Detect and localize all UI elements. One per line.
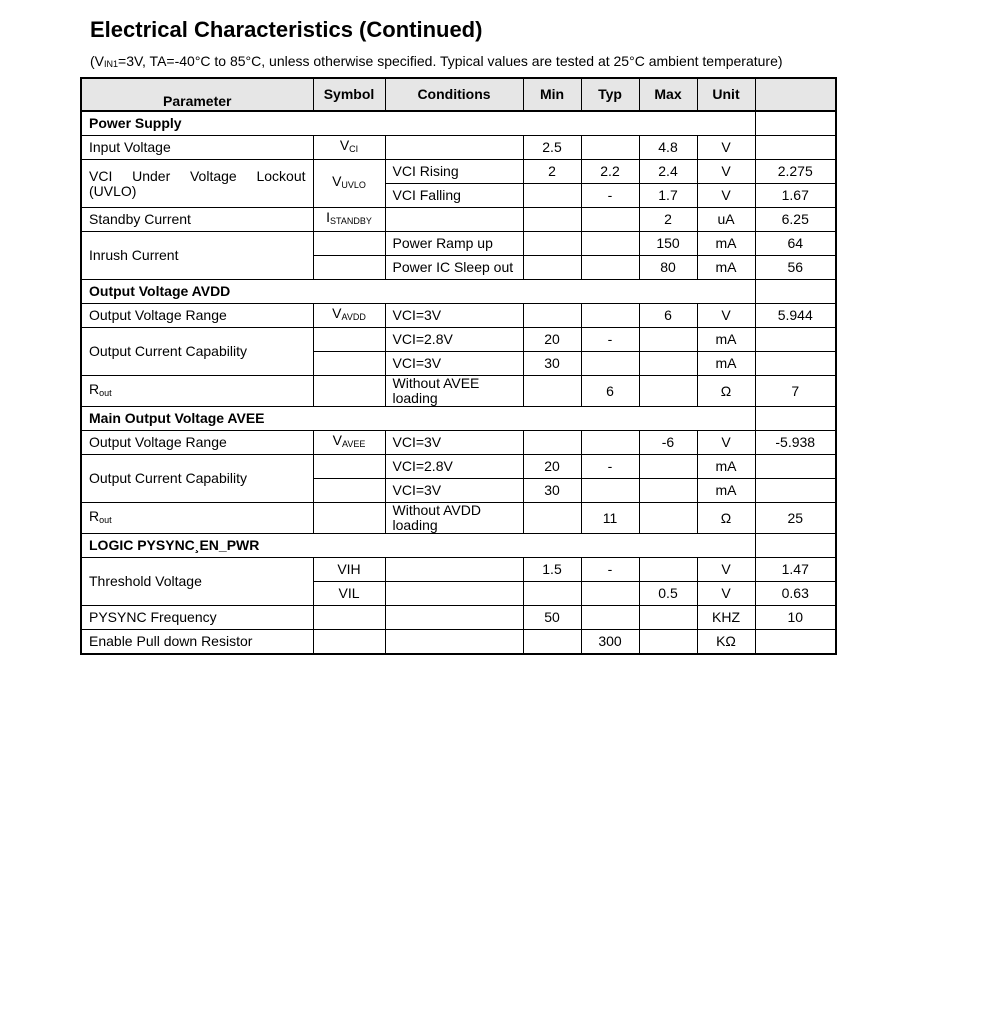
measured-cell: 5.944 [755, 304, 836, 328]
symbol-cell [313, 630, 385, 655]
section-row [81, 280, 836, 304]
typ-cell [581, 582, 639, 606]
typ-cell: - [581, 184, 639, 208]
conditions-cell [385, 630, 523, 655]
conditions-cell [385, 582, 523, 606]
param-cell: Inrush Current [81, 232, 313, 280]
measured-cell: 56 [755, 256, 836, 280]
conditions-cell: Power IC Sleep out [385, 256, 523, 280]
param-cell: Output Current Capability [81, 455, 313, 503]
max-cell: 6 [639, 304, 697, 328]
min-cell [523, 256, 581, 280]
min-cell [523, 582, 581, 606]
measured-cell [755, 280, 836, 304]
max-cell [639, 352, 697, 376]
unit-cell: Ω [697, 376, 755, 407]
max-cell [639, 328, 697, 352]
table-row [81, 136, 836, 160]
measured-cell [755, 630, 836, 655]
symbol-cell: $V_{AVEE}$ [313, 431, 385, 455]
min-cell: 20 [523, 328, 581, 352]
section-row [81, 111, 836, 136]
typ-cell [581, 352, 639, 376]
max-cell [639, 503, 697, 534]
param-cell: Threshold Voltage [81, 558, 313, 606]
min-cell [523, 304, 581, 328]
table-row [81, 455, 836, 479]
unit-cell: mA [697, 256, 755, 280]
unit-cell: mA [697, 328, 755, 352]
header-typ: Typ [581, 78, 639, 111]
page-title: Electrical Characteristics (Continued) [90, 17, 483, 42]
symbol-cell: VIH [313, 558, 385, 582]
min-cell [523, 208, 581, 232]
typ-cell [581, 431, 639, 455]
unit-cell: KΩ [697, 630, 755, 655]
symbol-cell [313, 455, 385, 479]
min-cell: 1.5 [523, 558, 581, 582]
table-row [81, 606, 836, 630]
typ-cell [581, 256, 639, 280]
symbol-cell [313, 606, 385, 630]
header-measured [755, 78, 836, 111]
conditions-cell: VCI=3V [385, 431, 523, 455]
note-prefix: (V [90, 53, 104, 69]
max-cell [639, 630, 697, 655]
section-logic: LOGIC PYSYNC¸EN_PWR [81, 534, 755, 558]
header-max: Max [639, 78, 697, 111]
max-cell: 150 [639, 232, 697, 256]
symbol-cell: $V_{CI}$ [313, 136, 385, 160]
min-cell [523, 431, 581, 455]
table-row [81, 160, 836, 184]
conditions-cell [385, 558, 523, 582]
symbol-cell: $V_{AVDD}$ [313, 304, 385, 328]
unit-cell: V [697, 304, 755, 328]
conditions-cell: VCI=3V [385, 352, 523, 376]
typ-cell [581, 232, 639, 256]
measured-cell [755, 111, 836, 136]
header-parameter: Parameter [81, 78, 313, 111]
param-cell: Enable Pull down Resistor [81, 630, 313, 655]
table-row [81, 328, 836, 352]
table-header-row [81, 78, 836, 111]
max-cell: 2 [639, 208, 697, 232]
conditions-cell: VCI=3V [385, 479, 523, 503]
measured-cell [755, 534, 836, 558]
typ-cell: - [581, 455, 639, 479]
conditions-cell: VCI Rising [385, 160, 523, 184]
unit-cell: uA [697, 208, 755, 232]
param-cell: $R_{out}$ [81, 376, 313, 407]
symbol-cell [313, 256, 385, 280]
conditions-cell [385, 208, 523, 232]
table-row [81, 208, 836, 232]
measured-cell [755, 479, 836, 503]
typ-cell: 11 [581, 503, 639, 534]
unit-cell: V [697, 160, 755, 184]
conditions-cell: VCI=2.8V [385, 455, 523, 479]
min-cell [523, 503, 581, 534]
section-avdd: Output Voltage AVDD [81, 280, 755, 304]
note-subscript: IN1 [104, 59, 119, 69]
measured-cell: -5.938 [755, 431, 836, 455]
table-row [81, 232, 836, 256]
param-cell: Standby Current [81, 208, 313, 232]
unit-cell: V [697, 558, 755, 582]
measured-cell: 0.63 [755, 582, 836, 606]
table-row [81, 304, 836, 328]
section-power-supply: Power Supply [81, 111, 755, 136]
measured-cell [755, 455, 836, 479]
conditions-cell [385, 136, 523, 160]
symbol-cell: VIL [313, 582, 385, 606]
max-cell: 2.4 [639, 160, 697, 184]
section-row [81, 407, 836, 431]
header-min: Min [523, 78, 581, 111]
param-cell: Output Current Capability [81, 328, 313, 376]
min-cell [523, 232, 581, 256]
symbol-cell [313, 503, 385, 534]
measured-cell: 7 [755, 376, 836, 407]
typ-cell: 300 [581, 630, 639, 655]
unit-cell: mA [697, 479, 755, 503]
max-cell: 0.5 [639, 582, 697, 606]
symbol-cell [313, 479, 385, 503]
measured-cell: 1.67 [755, 184, 836, 208]
max-cell [639, 455, 697, 479]
table-row [81, 376, 836, 407]
unit-cell: mA [697, 455, 755, 479]
min-cell [523, 376, 581, 407]
section-row [81, 534, 836, 558]
table-row [81, 630, 836, 655]
min-cell [523, 630, 581, 655]
conditions-cell: Without AVDD loading [385, 503, 523, 534]
min-cell: 2 [523, 160, 581, 184]
header-symbol: Symbol [313, 78, 385, 111]
measured-cell [755, 136, 836, 160]
param-cell: $R_{out}$ [81, 503, 313, 534]
measured-cell [755, 407, 836, 431]
electrical-characteristics-table [80, 77, 837, 655]
param-cell: Input Voltage [81, 136, 313, 160]
test-conditions-note [90, 53, 783, 69]
typ-cell: - [581, 328, 639, 352]
typ-cell: 6 [581, 376, 639, 407]
typ-cell [581, 208, 639, 232]
conditions-cell: Power Ramp up [385, 232, 523, 256]
symbol-cell: $V_{UVLO}$ [313, 160, 385, 208]
max-cell: 1.7 [639, 184, 697, 208]
typ-cell [581, 606, 639, 630]
symbol-cell [313, 352, 385, 376]
measured-cell [755, 328, 836, 352]
min-cell: 50 [523, 606, 581, 630]
min-cell: 20 [523, 455, 581, 479]
max-cell [639, 479, 697, 503]
param-cell: Output Voltage Range [81, 431, 313, 455]
min-cell: 2.5 [523, 136, 581, 160]
max-cell [639, 558, 697, 582]
conditions-cell: VCI=2.8V [385, 328, 523, 352]
measured-cell: 1.47 [755, 558, 836, 582]
unit-cell: V [697, 136, 755, 160]
symbol-cell [313, 376, 385, 407]
table-row [81, 503, 836, 534]
max-cell [639, 376, 697, 407]
param-cell: Output Voltage Range [81, 304, 313, 328]
min-cell [523, 184, 581, 208]
unit-cell: mA [697, 352, 755, 376]
symbol-cell [313, 328, 385, 352]
max-cell: -6 [639, 431, 697, 455]
measured-cell: 10 [755, 606, 836, 630]
typ-cell [581, 479, 639, 503]
unit-cell: V [697, 184, 755, 208]
note-text: =3V, TA=-40°C to 85°C, unless otherwise specified. Typical values are tested at 25°C ambient temperature) [118, 53, 783, 69]
measured-cell: 64 [755, 232, 836, 256]
symbol-cell [313, 232, 385, 256]
typ-cell [581, 136, 639, 160]
unit-cell: mA [697, 232, 755, 256]
table-row [81, 558, 836, 582]
measured-cell: 6.25 [755, 208, 836, 232]
conditions-cell: Without AVEE loading [385, 376, 523, 407]
max-cell [639, 606, 697, 630]
header-conditions: Conditions [385, 78, 523, 111]
symbol-cell: $I_{STANDBY}$ [313, 208, 385, 232]
typ-cell [581, 304, 639, 328]
min-cell: 30 [523, 352, 581, 376]
typ-cell: 2.2 [581, 160, 639, 184]
typ-cell: - [581, 558, 639, 582]
max-cell: 4.8 [639, 136, 697, 160]
unit-cell: KHZ [697, 606, 755, 630]
table-row [81, 431, 836, 455]
measured-cell: 2.275 [755, 160, 836, 184]
section-avee: Main Output Voltage AVEE [81, 407, 755, 431]
measured-cell: 25 [755, 503, 836, 534]
unit-cell: V [697, 582, 755, 606]
unit-cell: V [697, 431, 755, 455]
measured-cell [755, 352, 836, 376]
min-cell: 30 [523, 479, 581, 503]
max-cell: 80 [639, 256, 697, 280]
conditions-cell: VCI Falling [385, 184, 523, 208]
header-unit: Unit [697, 78, 755, 111]
conditions-cell: VCI=3V [385, 304, 523, 328]
conditions-cell [385, 606, 523, 630]
param-cell: PYSYNC Frequency [81, 606, 313, 630]
unit-cell: Ω [697, 503, 755, 534]
param-cell: VCI Under Voltage Lockout (UVLO) [81, 160, 313, 208]
